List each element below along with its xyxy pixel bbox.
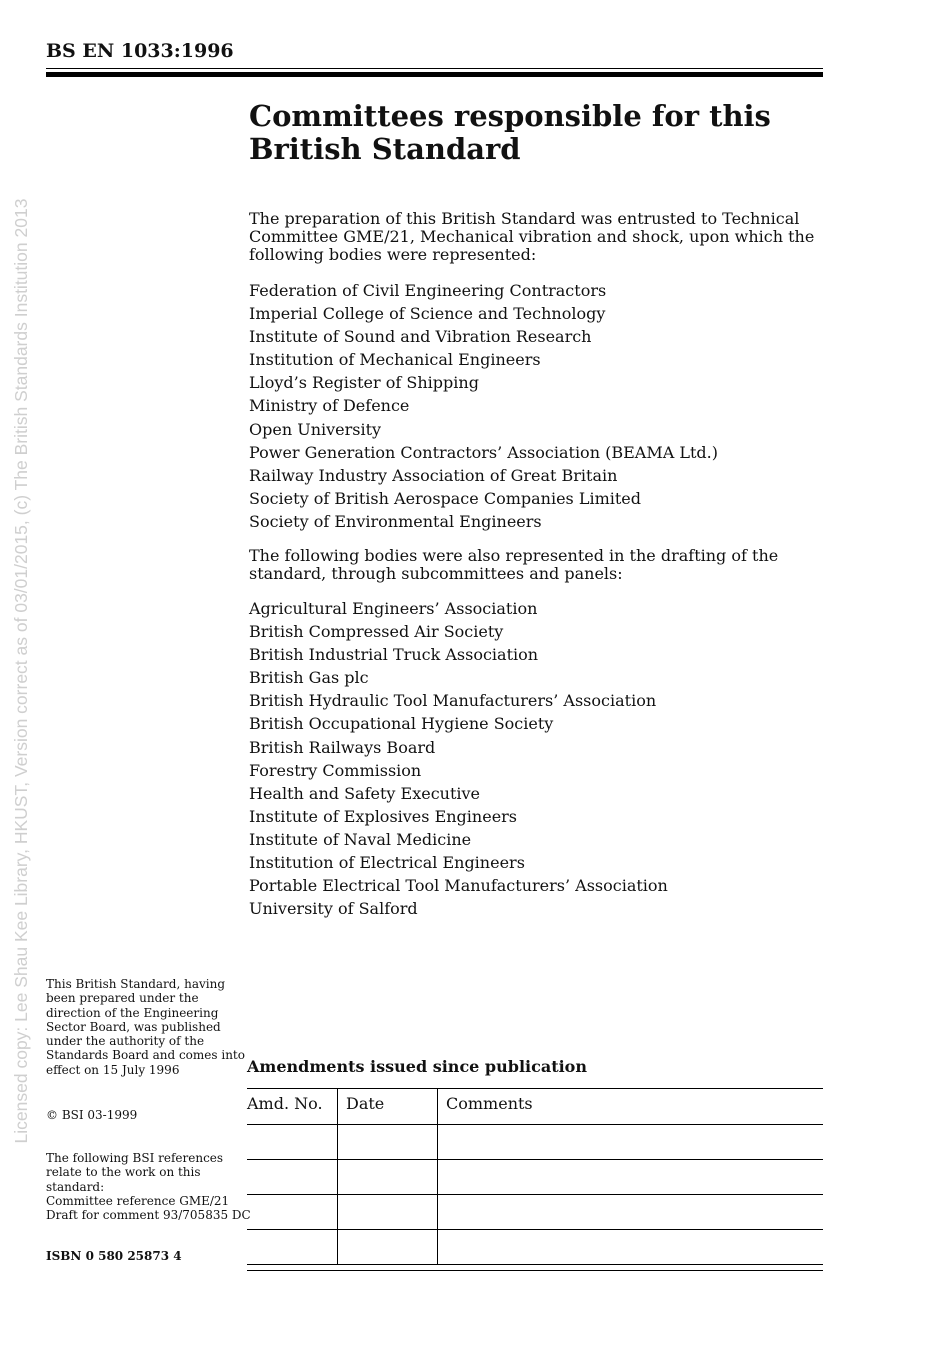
table-cell bbox=[338, 1195, 438, 1230]
table-cell bbox=[438, 1195, 824, 1230]
table-header-row bbox=[247, 1089, 823, 1125]
page-title: Committees responsible for this British Standard bbox=[249, 99, 771, 166]
license-watermark: Licensed copy: Lee Shau Kee Library, HKUST, Version correct as of 03/01/2015, (c) The British Standards Institution 2013 bbox=[11, 198, 31, 1144]
list-item: Institution of Mechanical Engineers bbox=[249, 350, 541, 370]
list-item: Institute of Explosives Engineers bbox=[249, 806, 518, 826]
list-item: Institute of Naval Medicine bbox=[249, 829, 472, 849]
amendments-heading: Amendments issued since publication bbox=[247, 1057, 587, 1076]
list-item: Institute of Sound and Vibration Research bbox=[249, 327, 592, 347]
list-item: Agricultural Engineers’ Association bbox=[249, 599, 538, 618]
column-header-comments: Comments bbox=[438, 1089, 824, 1125]
subcommittee-bodies-list bbox=[249, 597, 668, 920]
table-cell bbox=[438, 1125, 824, 1160]
column-header-amd-no: Amd. No. bbox=[247, 1089, 338, 1125]
table-row bbox=[247, 1230, 823, 1265]
table-row bbox=[247, 1160, 823, 1195]
footer-rule bbox=[247, 1270, 823, 1271]
draft-reference: Draft for comment 93/705835 DC bbox=[46, 1208, 251, 1223]
table-cell bbox=[247, 1230, 338, 1265]
list-item: British Gas plc bbox=[249, 668, 369, 688]
list-item: Society of Environmental Engineers bbox=[249, 511, 542, 531]
table-cell bbox=[247, 1195, 338, 1230]
document-code: BS EN 1033:1996 bbox=[46, 40, 234, 62]
list-item: Railway Industry Association of Great Britain bbox=[249, 465, 618, 485]
header-rule-thin bbox=[46, 68, 823, 69]
list-item: British Industrial Truck Association bbox=[249, 645, 539, 665]
list-item: Society of British Aerospace Companies Limited bbox=[249, 488, 642, 508]
committee-bodies-list bbox=[249, 279, 718, 533]
bsi-references bbox=[46, 1151, 251, 1223]
copyright-notice: © BSI 03-1999 bbox=[46, 1108, 138, 1122]
table-cell bbox=[247, 1160, 338, 1195]
references-note: The following BSI references relate to the work on this standard: bbox=[46, 1151, 224, 1194]
list-item: Forestry Commission bbox=[249, 760, 422, 780]
table-row bbox=[247, 1195, 823, 1230]
list-item: Federation of Civil Engineering Contractors bbox=[249, 281, 607, 300]
committee-reference: Committee reference GME/21 bbox=[46, 1193, 230, 1208]
isbn: ISBN 0 580 25873 4 bbox=[46, 1249, 182, 1263]
publication-note: This British Standard, having been prepared under the direction of the Engineering Sector Board, was published under the authority of the Standards Board and comes into effect on 15 July 1996 bbox=[46, 977, 245, 1077]
list-item: British Occupational Hygiene Society bbox=[249, 714, 554, 734]
subcommittee-intro: The following bodies were also represented in the drafting of the standard, through subcommittees and panels: bbox=[249, 546, 779, 583]
list-item: Ministry of Defence bbox=[249, 396, 410, 416]
table-cell bbox=[438, 1160, 824, 1195]
table-cell bbox=[338, 1160, 438, 1195]
table-cell bbox=[247, 1125, 338, 1160]
list-item: Portable Electrical Tool Manufacturers’ Association bbox=[249, 876, 668, 896]
list-item: Open University bbox=[249, 419, 382, 439]
list-item: University of Salford bbox=[249, 899, 418, 919]
table-row bbox=[247, 1125, 823, 1160]
table-cell bbox=[438, 1230, 824, 1265]
table-cell bbox=[338, 1230, 438, 1265]
list-item: Imperial College of Science and Technology bbox=[249, 304, 606, 324]
list-item: Health and Safety Executive bbox=[249, 783, 481, 803]
column-header-date: Date bbox=[338, 1089, 438, 1125]
list-item: British Compressed Air Society bbox=[249, 622, 504, 642]
list-item: British Hydraulic Tool Manufacturers’ Association bbox=[249, 691, 657, 711]
header-rule-thick bbox=[46, 72, 823, 77]
list-item: Lloyd’s Register of Shipping bbox=[249, 373, 479, 393]
amendments-table bbox=[247, 1088, 823, 1265]
list-item: Power Generation Contractors’ Association (BEAMA Ltd.) bbox=[249, 442, 718, 462]
list-item: Institution of Electrical Engineers bbox=[249, 853, 525, 873]
table-cell bbox=[338, 1125, 438, 1160]
committee-intro: The preparation of this British Standard was entrusted to Technical Committee GME/21, Mechanical vibration and shock, upon which the following bodies were represented: bbox=[249, 209, 815, 264]
list-item: British Railways Board bbox=[249, 737, 436, 757]
